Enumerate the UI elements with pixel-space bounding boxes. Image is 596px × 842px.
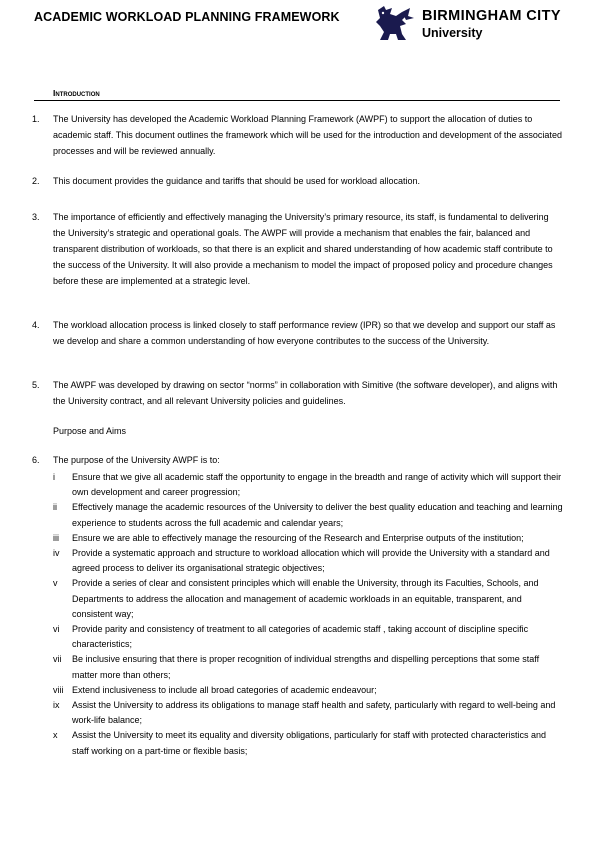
list-item-numeral: iv — [53, 548, 60, 559]
paragraph-text: The purpose of the University AWPF is to: — [53, 455, 220, 465]
list-item-text: Ensure that we give all academic staff the opportunity to engage in the breadth and range of activity which will support their own development and career progression; — [72, 472, 562, 498]
list-item — [53, 622, 563, 652]
list-item-numeral: x — [53, 730, 58, 741]
paragraph-number: 4. — [32, 320, 40, 330]
section-heading-introduction: Introduction — [53, 88, 100, 98]
university-logo — [372, 4, 582, 44]
list-item-text: Assist the University to address its obligations to manage staff health and safety, particularly with regard to well-being and work-life balance; — [72, 700, 556, 726]
list-item-text: Provide a systematic approach and structure to workload allocation which will provide the University with a standard and agreed process to deliver its organisational strategic objectives; — [72, 548, 550, 574]
list-item-numeral: viii — [53, 684, 64, 695]
paragraph-text: The importance of efficiently and effectively managing the University’s primary resource, its staff, is fundamental to delivering the University’s strategic and operational goals. The AWPF will provide a mechanism that enables the fair, balanced and transparent distribution of workloads, so that there is an explicit and shared understanding of how academic staff contribute to the success of the University. It will also provide a mechanism to model the impact of proposed policy and procedure changes before these are implemented at a strategic level. — [53, 212, 553, 286]
list-item-numeral: vii — [53, 654, 62, 665]
list-item-text: Extend inclusiveness to include all broad categories of academic endeavour; — [72, 684, 377, 695]
list-item — [53, 531, 563, 546]
logo-text-primary: BIRMINGHAM CITY — [422, 8, 561, 24]
list-item-numeral: ix — [53, 700, 60, 711]
list-item-numeral: v — [53, 578, 58, 589]
list-item — [53, 576, 563, 622]
paragraph-3 — [32, 209, 562, 289]
list-item-text: Effectively manage the academic resources of the University to deliver the best quality education and teaching and learning experience to students across the full academic and calendar years; — [72, 502, 563, 528]
paragraph-number: 2. — [32, 176, 40, 186]
list-item-text: Provide a series of clear and consistent principles which will enable the University, through its Faculties, Schools, and Departments to address the allocation and management of academic workloads in an equitable, transparent, and consistent way; — [72, 578, 539, 619]
list-item-text: Ensure we are able to effectively manage the resourcing of the Research and Enterprise outputs of the institution; — [72, 532, 524, 543]
list-item — [53, 698, 563, 728]
paragraph-text: The University has developed the Academic Workload Planning Framework (AWPF) to support the allocation of duties to academic staff. This document outlines the framework which will be used for the introduction and development of the associated processes and will be reviewed annually. — [53, 114, 562, 156]
paragraph-4 — [32, 317, 562, 349]
aims-list — [53, 470, 563, 759]
paragraph-number: 6. — [32, 455, 40, 465]
list-item-text: Assist the University to meet its equality and diversity obligations, particularly for staff with protected characteristics and staff working on a part-time or flexible basis; — [72, 730, 547, 756]
list-item — [53, 683, 563, 698]
list-item — [53, 546, 563, 576]
list-item-numeral: i — [53, 472, 55, 482]
paragraph-number: 3. — [32, 212, 40, 222]
list-item — [53, 500, 563, 530]
paragraph-number: 5. — [32, 380, 40, 390]
paragraph-1 — [32, 111, 562, 159]
paragraph-2 — [32, 173, 562, 189]
griffin-icon — [372, 4, 416, 44]
list-item-numeral: vi — [53, 624, 60, 635]
paragraph-text: The AWPF was developed by drawing on sector “norms” in collaboration with Simitive (the software developer), and aligns with the University contract, and all relevant University policies and guidelines. — [53, 380, 558, 406]
list-item-numeral: ii — [53, 502, 57, 513]
list-item-text: Be inclusive ensuring that there is proper recognition of individual strengths and dispelling perceptions that some staff matter more than others; — [72, 654, 540, 680]
paragraph-text: The workload allocation process is linked closely to staff performance review (IPR) so that we develop and support our staff as we develop and share a common understanding of how everyone contributes to the success of the University. — [53, 320, 556, 346]
list-item — [53, 652, 563, 682]
list-item-numeral: iii — [53, 532, 59, 543]
heading-divider — [34, 100, 560, 101]
paragraph-5 — [32, 377, 562, 409]
paragraph-number: 1. — [32, 114, 40, 124]
logo-text-secondary: University — [422, 26, 483, 40]
paragraph-6 — [32, 452, 562, 468]
list-item-text: Provide parity and consistency of treatment to all categories of academic staff , taking account of discipline specific characteristics; — [72, 624, 529, 650]
document-title: ACADEMIC WORKLOAD PLANNING FRAMEWORK — [34, 10, 340, 24]
list-item — [53, 728, 563, 758]
paragraph-text: This document provides the guidance and tariffs that should be used for workload allocation. — [53, 176, 421, 186]
section-heading-purpose: Purpose and Aims — [53, 426, 127, 436]
list-item — [53, 470, 563, 500]
